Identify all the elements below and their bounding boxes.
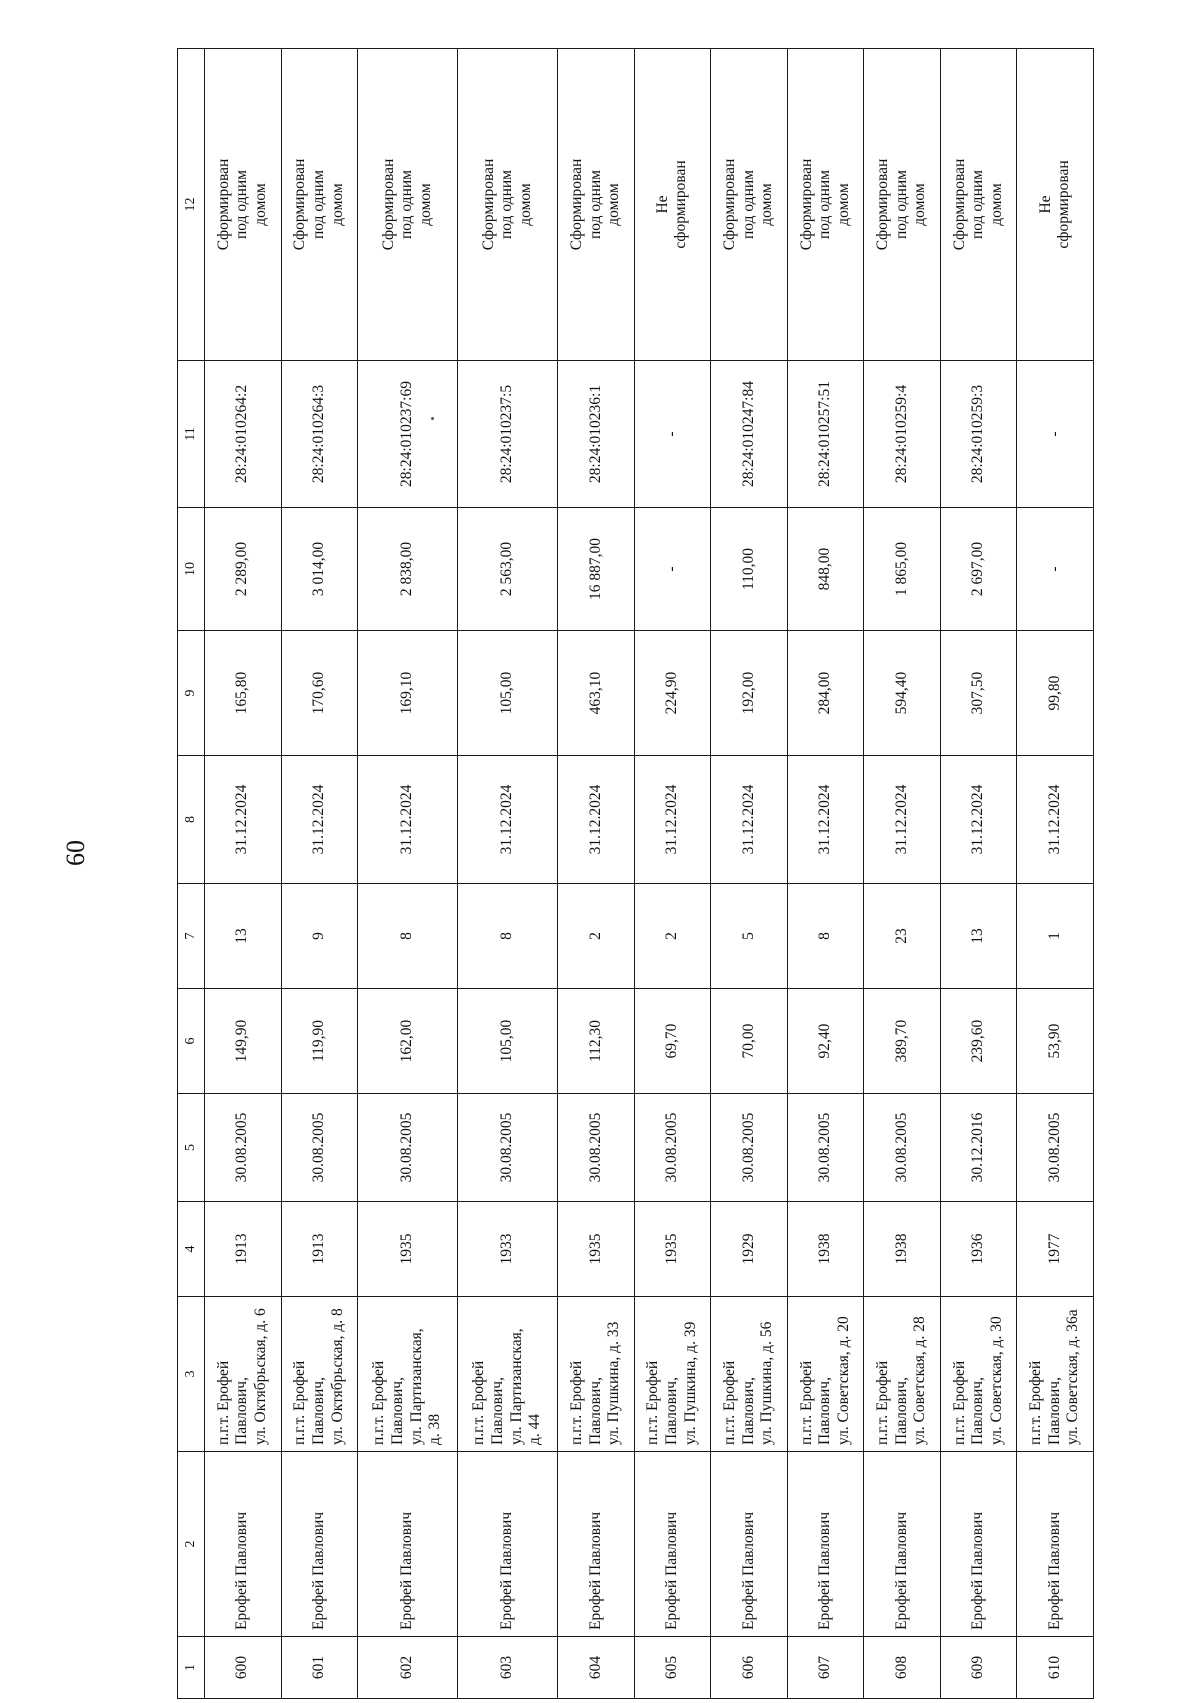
land-status-line: под одним	[398, 170, 416, 239]
address-line: ул. Октябрьская, д. 6	[252, 1308, 270, 1445]
address	[558, 1297, 635, 1452]
col-7-value: 1	[1017, 884, 1094, 989]
land-status-line: Сформирован	[379, 158, 397, 251]
land-status-line: Сформирован	[950, 158, 968, 251]
area: 105,00	[458, 989, 558, 1094]
date: 30.08.2005	[458, 1094, 558, 1202]
row-number: 602	[358, 1637, 458, 1699]
address	[458, 1297, 558, 1452]
land-area: 2 289,00	[205, 508, 282, 631]
col-9-value: 307,50	[940, 631, 1017, 756]
planned-date: 31.12.2024	[558, 756, 635, 884]
column-number: 9	[178, 631, 205, 756]
area: 112,30	[558, 989, 635, 1094]
cadastral-number: 28:24:010259:3	[940, 361, 1017, 508]
table-row	[1017, 49, 1094, 1699]
col-9-value: 165,80	[205, 631, 282, 756]
address-line: п.г.т. Ерофей	[874, 1360, 892, 1445]
address-line: п.г.т. Ерофей	[797, 1360, 815, 1445]
address-line: Павлович,	[310, 1377, 328, 1445]
cadastral-number: 28:24:010264:3	[281, 361, 358, 508]
land-status-line: под одним	[739, 170, 757, 239]
land-area: 1 865,00	[864, 508, 941, 631]
row-number: 604	[558, 1637, 635, 1699]
land-status-line: домом	[911, 183, 929, 226]
land-area: 2 563,00	[458, 508, 558, 631]
land-area: -	[1017, 508, 1094, 631]
settlement-name: Ерофей Павлович	[864, 1452, 941, 1637]
land-area: -	[634, 508, 711, 631]
address-line: ул. Партизанская,	[407, 1328, 425, 1445]
planned-date: 31.12.2024	[787, 756, 864, 884]
address-line: Павлович,	[488, 1377, 506, 1445]
row-number: 600	[205, 1637, 282, 1699]
address-line: д. 38	[426, 1413, 444, 1445]
row-number: 607	[787, 1637, 864, 1699]
date: 30.08.2005	[711, 1094, 788, 1202]
address-line: Павлович,	[892, 1377, 910, 1445]
land-status-line: домом	[834, 183, 852, 226]
build-year: 1935	[634, 1202, 711, 1297]
table-row	[281, 49, 358, 1699]
cadastral-number: 28:24:010264:2	[205, 361, 282, 508]
column-number: 12	[178, 49, 205, 361]
cadastral-number: -	[634, 361, 711, 508]
address-line: ул. Советская, д. 28	[911, 1316, 929, 1445]
settlement-name: Ерофей Павлович	[634, 1452, 711, 1637]
col-9-value: 170,60	[281, 631, 358, 756]
col-9-value: 594,40	[864, 631, 941, 756]
land-status	[205, 49, 282, 361]
table-row	[711, 49, 788, 1699]
table-row	[205, 49, 282, 1699]
address	[787, 1297, 864, 1452]
address-line: ул. Партизанская,	[507, 1328, 525, 1445]
address	[358, 1297, 458, 1452]
land-status-line: сформирован	[672, 160, 690, 249]
land-status-line: домом	[605, 183, 623, 226]
land-status	[358, 49, 458, 361]
build-year: 1935	[358, 1202, 458, 1297]
column-number: 6	[178, 989, 205, 1094]
address	[281, 1297, 358, 1452]
area: 119,90	[281, 989, 358, 1094]
settlement-name: Ерофей Павлович	[711, 1452, 788, 1637]
build-year: 1936	[940, 1202, 1017, 1297]
address-line: п.г.т. Ерофей	[370, 1360, 388, 1445]
land-status-line: Сформирован	[567, 158, 585, 251]
address	[711, 1297, 788, 1452]
land-status-line: под одним	[816, 170, 834, 239]
column-number: 8	[178, 756, 205, 884]
address-line: Павлович,	[663, 1377, 681, 1445]
land-status	[940, 49, 1017, 361]
address-line: Павлович,	[969, 1377, 987, 1445]
land-status-line: Не	[653, 195, 671, 214]
settlement-name: Ерофей Павлович	[558, 1452, 635, 1637]
column-number: 5	[178, 1094, 205, 1202]
data-table	[177, 48, 1094, 1699]
address-line: д. 44	[526, 1413, 544, 1445]
address-line: п.г.т. Ерофей	[1027, 1360, 1045, 1445]
land-status-line: домом	[516, 183, 534, 226]
date: 30.08.2005	[1017, 1094, 1094, 1202]
planned-date: 31.12.2024	[358, 756, 458, 884]
address-line: ул. Пушкина, д. 56	[758, 1321, 776, 1445]
col-7-value: 2	[634, 884, 711, 989]
row-number: 610	[1017, 1637, 1094, 1699]
land-status-line: Сформирован	[479, 158, 497, 251]
table-row	[940, 49, 1017, 1699]
area: 69,70	[634, 989, 711, 1094]
address	[864, 1297, 941, 1452]
address-line: п.г.т. Ерофей	[470, 1360, 488, 1445]
land-status	[711, 49, 788, 361]
date: 30.08.2005	[634, 1094, 711, 1202]
build-year: 1913	[281, 1202, 358, 1297]
address	[1017, 1297, 1094, 1452]
col-7-value: 2	[558, 884, 635, 989]
land-status-line: домом	[252, 183, 270, 226]
land-area: 110,00	[711, 508, 788, 631]
planned-date: 31.12.2024	[634, 756, 711, 884]
col-7-value: 13	[205, 884, 282, 989]
column-number: 11	[178, 361, 205, 508]
col-7-value: 13	[940, 884, 1017, 989]
col-9-value: 169,10	[358, 631, 458, 756]
date: 30.08.2005	[281, 1094, 358, 1202]
build-year: 1935	[558, 1202, 635, 1297]
build-year: 1938	[864, 1202, 941, 1297]
address-line: ул. Пушкина, д. 33	[605, 1321, 623, 1445]
area: 239,60	[940, 989, 1017, 1094]
address-line: ул. Пушкина, д. 39	[681, 1321, 699, 1445]
address-line: Павлович,	[388, 1377, 406, 1445]
col-7-value: 9	[281, 884, 358, 989]
cadastral-number: 28:24:010247:84	[711, 361, 788, 508]
settlement-name: Ерофей Павлович	[787, 1452, 864, 1637]
area: 53,90	[1017, 989, 1094, 1094]
planned-date: 31.12.2024	[458, 756, 558, 884]
row-number: 605	[634, 1637, 711, 1699]
address-line: п.г.т. Ерофей	[567, 1360, 585, 1445]
column-number: 10	[178, 508, 205, 631]
planned-date: 31.12.2024	[711, 756, 788, 884]
address-line: п.г.т. Ерофей	[721, 1360, 738, 1445]
column-number: 7	[178, 884, 205, 989]
page-number: 60	[61, 840, 90, 866]
col-9-value: 192,00	[711, 631, 788, 756]
address-line: п.г.т. Ерофей	[644, 1360, 662, 1445]
address-line: ул. Советская, д. 36а	[1064, 1309, 1082, 1445]
area: 70,00	[711, 989, 788, 1094]
col-9-value: 224,90	[634, 631, 711, 756]
land-status	[787, 49, 864, 361]
column-number: 4	[178, 1202, 205, 1297]
land-status-line: домом	[987, 183, 1005, 226]
table-row	[458, 49, 558, 1699]
land-area: 16 887,00	[558, 508, 635, 631]
registry-table	[177, 49, 1094, 1699]
col-9-value: 284,00	[787, 631, 864, 756]
cadastral-number: 28:24:010259:4	[864, 361, 941, 508]
land-status	[1017, 49, 1094, 361]
build-year: 1913	[205, 1202, 282, 1297]
cadastral-number: -	[1017, 361, 1094, 508]
planned-date: 31.12.2024	[1017, 756, 1094, 884]
col-9-value: 463,10	[558, 631, 635, 756]
land-status	[558, 49, 635, 361]
row-number: 603	[458, 1637, 558, 1699]
land-status-line: под одним	[969, 170, 987, 239]
planned-date: 31.12.2024	[864, 756, 941, 884]
address-line: п.г.т. Ерофей	[950, 1360, 968, 1445]
address-line: ул. Советская, д. 30	[987, 1316, 1005, 1445]
col-7-value: 8	[787, 884, 864, 989]
land-area: 2 838,00	[358, 508, 458, 631]
settlement-name: Ерофей Павлович	[940, 1452, 1017, 1637]
col-9-value: 105,00	[458, 631, 558, 756]
table-row	[634, 49, 711, 1699]
cadastral-number: 28:24:010237:5	[458, 361, 558, 508]
col-7-value: 8	[358, 884, 458, 989]
build-year: 1938	[787, 1202, 864, 1297]
land-status	[281, 49, 358, 361]
address-line: Павлович,	[586, 1377, 604, 1445]
land-status-line: сформирован	[1055, 160, 1073, 249]
address-line: п.г.т. Ерофей	[291, 1360, 309, 1445]
cadastral-number: 28:24:010257:51	[787, 361, 864, 508]
col-7-value: 23	[864, 884, 941, 989]
row-number: 609	[940, 1637, 1017, 1699]
date: 30.08.2005	[558, 1094, 635, 1202]
land-status-line: Сформирован	[721, 158, 738, 251]
land-status-line: под одним	[233, 170, 251, 239]
planned-date: 31.12.2024	[940, 756, 1017, 884]
table-row	[787, 49, 864, 1699]
build-year: 1933	[458, 1202, 558, 1297]
build-year: 1977	[1017, 1202, 1094, 1297]
land-status	[458, 49, 558, 361]
area: 389,70	[864, 989, 941, 1094]
date: 30.08.2005	[787, 1094, 864, 1202]
date: 30.08.2005	[358, 1094, 458, 1202]
land-status-line: Сформирован	[874, 158, 892, 251]
table-row	[558, 49, 635, 1699]
land-status-line: под одним	[586, 170, 604, 239]
land-status-line: под одним	[498, 170, 516, 239]
cadastral-number: 28:24:010236:1	[558, 361, 635, 508]
land-status	[864, 49, 941, 361]
area: 162,00	[358, 989, 458, 1094]
address	[940, 1297, 1017, 1452]
land-status-line: Сформирован	[291, 158, 309, 251]
col-9-value: 99,80	[1017, 631, 1094, 756]
address-line: Павлович,	[233, 1377, 251, 1445]
row-number: 606	[711, 1637, 788, 1699]
settlement-name: Ерофей Павлович	[358, 1452, 458, 1637]
date: 30.08.2005	[864, 1094, 941, 1202]
land-status-line: под одним	[892, 170, 910, 239]
cadastral-number: 28:24:010237:69	[358, 361, 458, 508]
area: 149,90	[205, 989, 282, 1094]
area: 92,40	[787, 989, 864, 1094]
land-status-line: домом	[328, 183, 346, 226]
settlement-name: Ерофей Павлович	[281, 1452, 358, 1637]
address-line: Павлович,	[739, 1377, 757, 1445]
address-line: ул. Советская, д. 20	[834, 1316, 852, 1445]
land-area: 848,00	[787, 508, 864, 631]
row-number: 601	[281, 1637, 358, 1699]
header-row	[178, 49, 205, 1699]
land-status-line: Не	[1036, 195, 1054, 214]
date: 30.12.2016	[940, 1094, 1017, 1202]
planned-date: 31.12.2024	[281, 756, 358, 884]
land-status	[634, 49, 711, 361]
address-line: Павлович,	[816, 1377, 834, 1445]
planned-date: 31.12.2024	[205, 756, 282, 884]
column-number: 1	[178, 1637, 205, 1699]
column-number: 3	[178, 1297, 205, 1452]
address-line: ул. Октябрьская, д. 8	[328, 1308, 346, 1445]
land-status-line: под одним	[310, 170, 328, 239]
table-row	[358, 49, 458, 1699]
settlement-name: Ерофей Павлович	[1017, 1452, 1094, 1637]
land-status-line: Сформирован	[214, 158, 232, 251]
table-row	[864, 49, 941, 1699]
col-7-value: 5	[711, 884, 788, 989]
settlement-name: Ерофей Павлович	[205, 1452, 282, 1637]
land-status-line: домом	[416, 183, 434, 226]
column-number: 2	[178, 1452, 205, 1637]
land-status-line: Сформирован	[797, 158, 815, 251]
land-status-line: домом	[758, 183, 776, 226]
build-year: 1929	[711, 1202, 788, 1297]
land-area: 3 014,00	[281, 508, 358, 631]
address	[634, 1297, 711, 1452]
row-number: 608	[864, 1637, 941, 1699]
address-line: п.г.т. Ерофей	[214, 1360, 232, 1445]
land-area: 2 697,00	[940, 508, 1017, 631]
address	[205, 1297, 282, 1452]
date: 30.08.2005	[205, 1094, 282, 1202]
col-7-value: 8	[458, 884, 558, 989]
settlement-name: Ерофей Павлович	[458, 1452, 558, 1637]
address-line: Павлович,	[1045, 1377, 1063, 1445]
